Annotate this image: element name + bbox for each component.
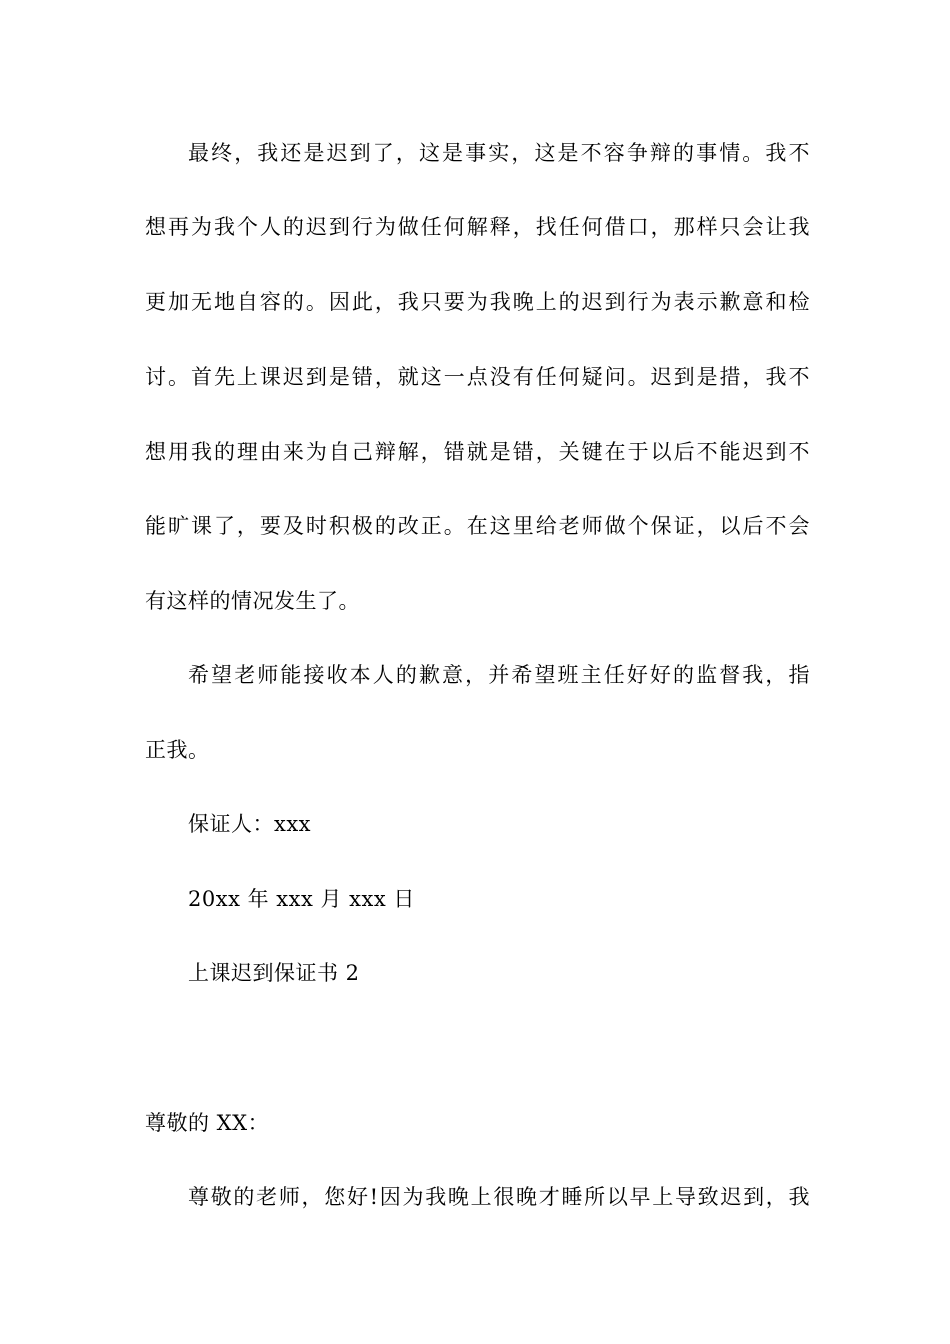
- paragraph-3-line-1: 尊敬的老师，您好!因为我晚上很晚才睡所以早上导致迟到，我: [188, 1185, 810, 1209]
- paragraph-1-line-7: 有这样的情况发生了。: [145, 589, 360, 613]
- paragraph-1-line-1: 最终，我还是迟到了，这是事实，这是不容争辩的事情。我不: [188, 141, 810, 165]
- paragraph-1-line-6: 能旷课了，要及时积极的改正。在这里给老师做个保证，以后不会: [145, 514, 810, 538]
- paragraph-1-line-5: 想用我的理由来为自己辩解，错就是错，关键在于以后不能迟到不: [145, 440, 810, 464]
- paragraph-1-line-3: 更加无地自容的。因此，我只要为我晚上的迟到行为表示歉意和检: [145, 290, 810, 314]
- paragraph-1-line-4: 讨。首先上课迟到是错，就这一点没有任何疑问。迟到是措，我不: [145, 365, 810, 389]
- salutation: 尊敬的 XX：: [145, 1111, 270, 1135]
- paragraph-1-line-2: 想再为我个人的迟到行为做任何解释，找任何借口，那样只会让我: [145, 215, 810, 239]
- signature-line: 保证人：xxx: [188, 812, 312, 836]
- date-line: 20xx 年 xxx 月 xxx 日: [188, 887, 415, 911]
- section-title: 上课迟到保证书 2: [188, 961, 360, 985]
- paragraph-2-line-1: 希望老师能接收本人的歉意，并希望班主任好好的监督我，指: [188, 663, 810, 687]
- paragraph-2-line-2: 正我。: [145, 738, 210, 762]
